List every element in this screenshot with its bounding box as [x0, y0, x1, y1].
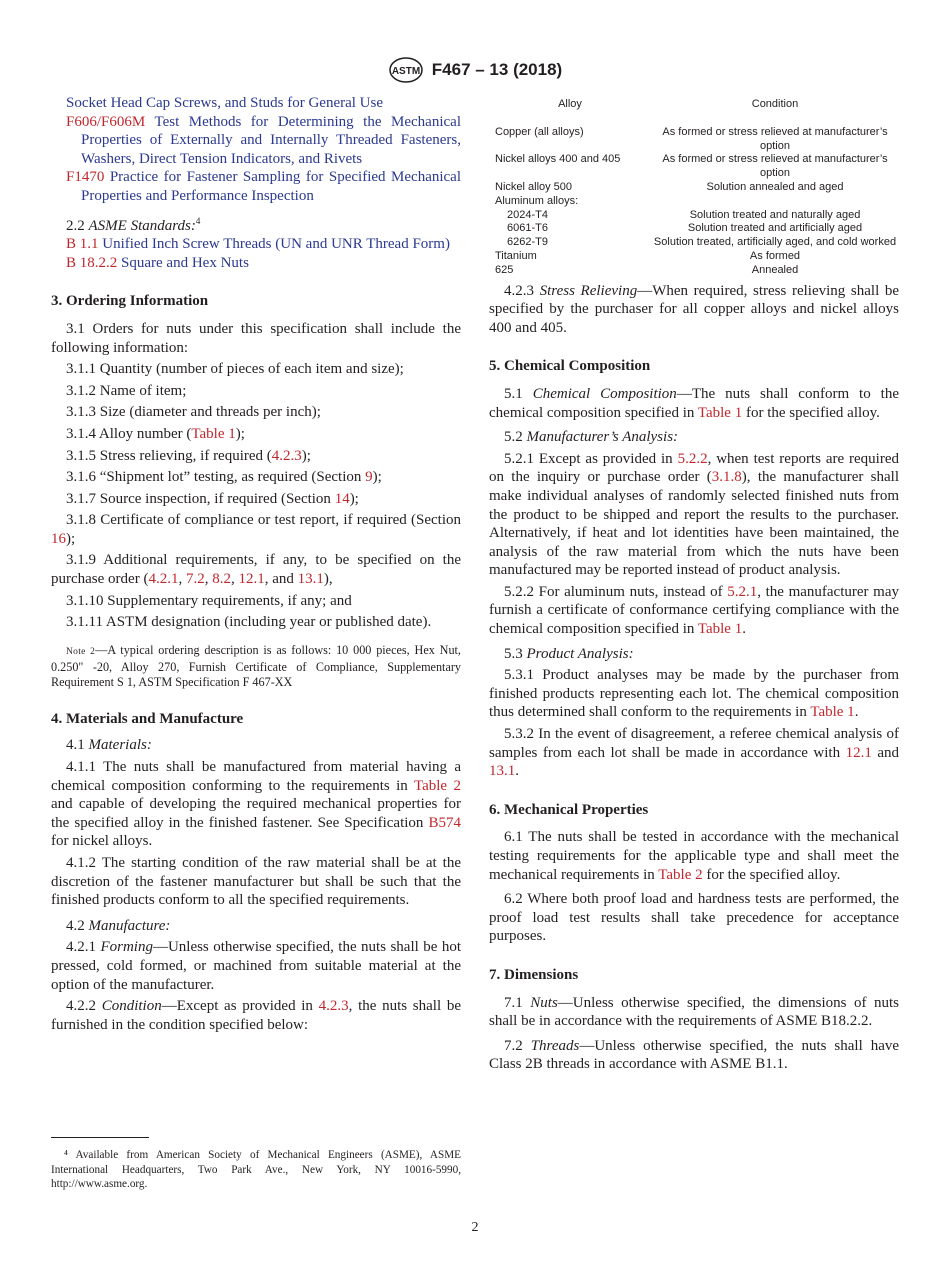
footnote-rule — [51, 1137, 149, 1138]
para-5-3-2: 5.3.2 In the event of disagreement, a referee chemical analysis of samples from each lot shall be made in accordance with 12.1 and 13.1. — [489, 726, 899, 780]
para-3-1-8: 3.1.8 Certificate of compliance or test report, if required (Section 16); — [51, 512, 461, 547]
astm-logo — [388, 56, 424, 84]
condition-table — [489, 98, 899, 278]
table-row: 6262-T9 Solution treated, artificially aged, and cold worked — [507, 236, 897, 249]
para-4-1-2: 4.1.2 The starting condition of the raw material shall be at the discretion of the fastener manufacturer but shall be such that the finished products conform to all the specified requirements. — [51, 855, 461, 909]
para-6-2: 6.2 Where both proof load and hardness tests are performed, the proof load test results shall take precedence for acceptance purposes. — [489, 891, 899, 945]
table-row: Copper (all alloys) As formed or stress relieved at manufacturer’s option — [495, 125, 888, 152]
para-3-1-4: 3.1.4 Alloy number (Table 1); — [66, 425, 245, 442]
para-4-2-3: 4.2.3 Stress Relieving—When required, stress relieving shall be specified by the purchaser for all copper alloys and nickel alloys 400 and 405. — [489, 282, 900, 336]
page-number: 2 — [471, 1220, 479, 1235]
link-12-1[interactable]: 12.1 — [238, 571, 265, 588]
para-3-1-3: 3.1.3 Size (diameter and threads per inch); — [66, 404, 321, 421]
para-3-1-10: 3.1.10 Supplementary requirements, if any; and — [66, 592, 352, 609]
para-4-2-1: 4.2.1 Forming—Unless otherwise specified, the nuts shall be hot pressed, cold formed, or machined from suitable material at the option of the manufacturer. — [51, 939, 461, 993]
para-4-2: 4.2 Manufacture: — [66, 917, 171, 934]
para-5-2-1: 5.2.1 Except as provided in 5.2.2, when test reports are required on the inquiry or purchase order (3.1.8), the manufacturer shall make individual analyses of randomly selected finished nuts from the product to be shipped and report the results to the purchaser. Alternatively, if heat and lot identities have been maintained, the analysis of the raw material from which the nuts have been manufactured may be reported instead of product analysis. — [489, 450, 899, 579]
para-4-2-2: 4.2.2 Condition—Except as provided in 4.2.3, the nuts shall be furnished in the condition specified below: — [51, 998, 461, 1033]
para-3-1-9: 3.1.9 Additional requirements, if any, to be specified on the purchase order (4.2.1, 7.2, 8.2, 12.1, and 13.1), — [51, 552, 461, 588]
para-3-1-6: 3.1.6 “Shipment lot” testing, as required (Section 9); — [66, 469, 382, 486]
para-5-1: 5.1 Chemical Composition—The nuts shall conform to the chemical composition specified in Table 1 for the specified alloy. — [489, 385, 899, 421]
ref-b1-1: B 1.1 Unified Inch Screw Threads (UN and UNR Thread Form) — [66, 236, 450, 253]
page-header — [0, 56, 950, 84]
table-row: Titanium As formed — [495, 249, 801, 262]
para-3-1-11: 3.1.11 ASTM designation (including year or published date). — [66, 614, 432, 631]
link-12-1[interactable]: 12.1 — [845, 744, 872, 761]
table-row: 625 Annealed — [495, 263, 799, 276]
para-5-2: 5.2 Manufacturer’s Analysis: — [504, 429, 679, 446]
para-5-3: 5.3 Product Analysis: — [504, 645, 634, 662]
link-5-2-2[interactable]: 5.2.2 — [677, 450, 708, 467]
para-3-1-7: 3.1.7 Source inspection, if required (Section 14); — [66, 490, 359, 507]
para-4-1-1: 4.1.1 The nuts shall be manufactured from material having a chemical composition conforming to the requirements in Table 2 and capable of developing the required mechanical properties for the specified alloy in the finished fastener. See Specification B574 for nickel alloys. — [51, 759, 461, 850]
para-7-2: 7.2 Threads—Unless otherwise specified, the nuts shall have Class 2B threads in accordance with ASME B1.1. — [489, 1037, 900, 1073]
ref-f1470: F1470 Practice for Fastener Sampling for Specified Mechanical Properties and Performance Inspection — [66, 169, 461, 204]
section-7-heading: 7. Dimensions — [489, 966, 579, 983]
para-5-2-2: 5.2.2 For aluminum nuts, instead of 5.2.1, the manufacturer may furnish a certificate of conformance certifying compliance with the chemical composition specified in Table 1. — [489, 583, 899, 638]
svg-text:ASTM: ASTM — [391, 66, 420, 77]
link-4-2-3b[interactable]: 4.2.3 — [318, 998, 349, 1015]
section-4-heading: 4. Materials and Manufacture — [51, 710, 244, 727]
table-row: 6061-T6 Solution treated and artificially aged — [507, 222, 863, 235]
table-header-condition: Condition — [751, 98, 799, 110]
link-13-1[interactable]: 13.1 — [297, 571, 324, 588]
note-2: Note 2—A typical ordering description is as follows: 10 000 pieces, Hex Nut, 0.250" -20, Alloy 270, Furnish Certificate of Compliance, Supplementary Requirement S 1, ASTM Specification F 467-XX — [51, 642, 461, 689]
footnote-4: ⁴ Available from American Society of Mechanical Engineers (ASME), ASME International Headquarters, Two Park Ave., New York, NY 10016-5990, http://www.asme.org. — [51, 1149, 461, 1191]
link-7-2[interactable]: 7.2 — [185, 571, 205, 588]
link-table-2[interactable]: Table 2 — [413, 777, 461, 794]
section-3-heading: 3. Ordering Information — [51, 293, 209, 310]
table-row: 2024-T4 Solution treated and naturally aged — [507, 208, 861, 221]
table-header-alloy: Alloy — [558, 98, 582, 110]
para-4-1: 4.1 Materials: — [66, 737, 152, 754]
link-8-2[interactable]: 8.2 — [212, 571, 231, 588]
document-title: F467 – 13 (2018) — [431, 60, 563, 79]
table-row: Nickel alloy 500 Solution annealed and aged — [495, 180, 844, 193]
link-5-2-1[interactable]: 5.2.1 — [727, 583, 758, 600]
ref-continuation: Socket Head Cap Screws, and Studs for General Use — [66, 95, 383, 111]
para-6-1: 6.1 The nuts shall be tested in accordance with the mechanical testing requirements for the applicable type and shall meet the mechanical requirements in Table 2 for the specified alloy. — [489, 829, 899, 883]
link-b574[interactable]: B574 — [428, 814, 461, 831]
para-3-1-2: 3.1.2 Name of item; — [66, 382, 187, 399]
link-section-14[interactable]: 14 — [334, 490, 350, 507]
para-3-1: 3.1 Orders for nuts under this specification shall include the following information: — [51, 320, 461, 356]
para-3-1-1: 3.1.1 Quantity (number of pieces of each item and size); — [66, 361, 404, 378]
link-4-2-1[interactable]: 4.2.1 — [148, 571, 179, 588]
para-7-1: 7.1 Nuts—Unless otherwise specified, the dimensions of nuts shall be in accordance with the requirements of ASME B18.2.2. — [489, 994, 900, 1030]
link-4-2-3[interactable]: 4.2.3 — [271, 447, 302, 464]
ref-f606: F606/F606M Test Methods for Determining the Mechanical Properties of Externally and Internally Threaded Fasteners, Washers, Direct Tension Indicators, and Rivets — [66, 113, 461, 167]
link-section-16[interactable]: 16 — [51, 530, 66, 547]
para-5-3-1: 5.3.1 Product analyses may be made by the purchaser from finished products representing each lot. The chemical composition thus determined shall conform to the requirements in Table 1. — [489, 667, 899, 721]
para-3-1-5: 3.1.5 Stress relieving, if required (4.2.3); — [66, 447, 311, 464]
link-table-1[interactable]: Table 1 — [697, 404, 743, 421]
link-3-1-8[interactable]: 3.1.8 — [711, 469, 742, 486]
section-5-heading: 5. Chemical Composition — [489, 358, 651, 375]
link-table-2[interactable]: Table 2 — [658, 866, 703, 883]
link-13-1[interactable]: 13.1 — [489, 763, 516, 780]
section-6-heading: 6. Mechanical Properties — [489, 801, 649, 818]
link-table-1[interactable]: Table 1 — [191, 425, 236, 442]
section-2-2: 2.2 ASME Standards:$^4$ — [66, 215, 201, 234]
right-column — [489, 98, 899, 1074]
left-column — [51, 94, 461, 1034]
link-section-9[interactable]: 9 — [365, 469, 373, 486]
link-table-1[interactable]: Table 1 — [810, 704, 855, 721]
link-table-1[interactable]: Table 1 — [697, 621, 743, 638]
ref-b18-2-2: B 18.2.2 Square and Hex Nuts — [66, 254, 249, 271]
table-row: Nickel alloys 400 and 405 As formed or stress relieved at manufacturer’s option — [495, 153, 888, 180]
table-row: Aluminum alloys: — [495, 194, 579, 207]
